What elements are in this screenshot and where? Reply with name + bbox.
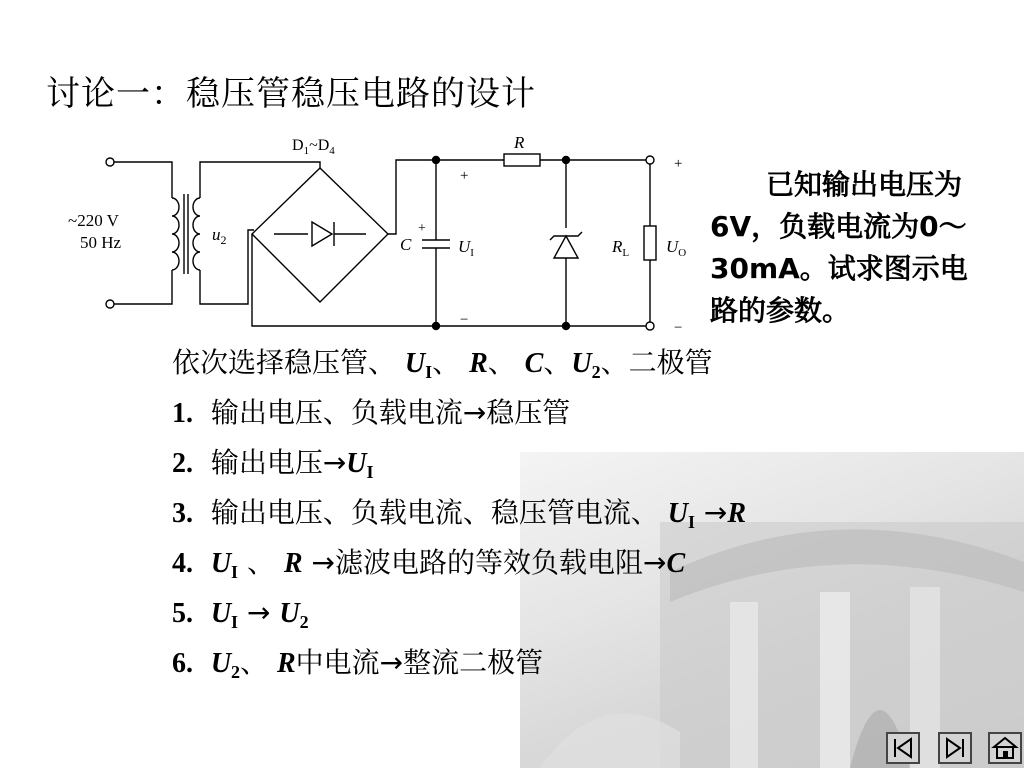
page-title: 讨论一：稳压管稳压电路的设计 [46, 74, 536, 114]
uo-label: $U_O$ [666, 237, 687, 259]
step-5: 5. $U_I \to U_2$ [172, 596, 309, 632]
source-frequency-label: 50 Hz [80, 233, 122, 252]
input-terminal-top [106, 158, 114, 166]
load-resistor-RL [644, 226, 656, 260]
zener-bar [550, 232, 582, 240]
design-steps [172, 338, 932, 688]
step-2: 2. 输出电压$\to U_I$ [172, 446, 374, 482]
given-line-1: 已知输出电压为 [766, 168, 963, 201]
output-terminal-bottom [646, 322, 654, 330]
first-slide-icon [888, 734, 918, 762]
last-slide-icon [940, 734, 970, 762]
wire [388, 160, 436, 234]
last-slide-button[interactable] [938, 732, 972, 764]
u2-label: $u_2$ [212, 225, 227, 247]
load-RL-label: $R_L$ [612, 237, 630, 259]
capacitor-plus-label: + [418, 221, 426, 236]
source-voltage-label: ~220 V [68, 211, 119, 230]
uo-plus-label: + [674, 156, 683, 172]
steps-intro: 依次选择稳压管、 $U_I$、 R、 C、$U_2$、二极管 [172, 346, 713, 382]
home-button[interactable] [988, 732, 1022, 764]
transformer-primary-coil [172, 198, 179, 270]
output-terminal-top [646, 156, 654, 164]
zener-diode-symbol [554, 236, 578, 258]
wire [200, 230, 254, 304]
wire [200, 162, 320, 198]
ui-minus-label: − [460, 312, 469, 328]
capacitor-C-label: C [400, 235, 412, 254]
transformer-secondary-coil [193, 198, 200, 270]
step-1: 1. 输出电压、负载电流→稳压管 [172, 396, 571, 429]
diode-symbol [312, 222, 332, 246]
home-icon [990, 734, 1020, 762]
bridge-label: $D_1\sim D_4$ [292, 137, 335, 157]
bridge-rectifier [252, 168, 388, 302]
step-3: 3. 输出电压、负载电流、稳压管电流、 $U_I \to R$ [172, 496, 747, 532]
first-slide-button[interactable] [886, 732, 920, 764]
step-4: 4. $U_I$ 、 R →滤波电路的等效负载电阻→C [172, 546, 686, 582]
resistor-R [504, 154, 540, 166]
ui-label: $U_I$ [458, 237, 474, 259]
ui-plus-label: + [460, 168, 469, 184]
step-6: 6. $U_2$、 R中电流→整流二极管 [172, 646, 544, 682]
given-line-3: 30mA。试求图示电 [710, 252, 968, 285]
wire [114, 162, 172, 198]
given-line-2: 6V，负载电流为0～ [710, 210, 967, 243]
resistor-R-label: R [514, 133, 525, 152]
input-terminal-bottom [106, 300, 114, 308]
uo-minus-label: − [674, 320, 683, 336]
given-conditions [710, 164, 1010, 332]
regulator-circuit-diagram [60, 128, 700, 338]
given-line-4: 路的参数。 [710, 294, 851, 327]
wire [114, 270, 172, 304]
